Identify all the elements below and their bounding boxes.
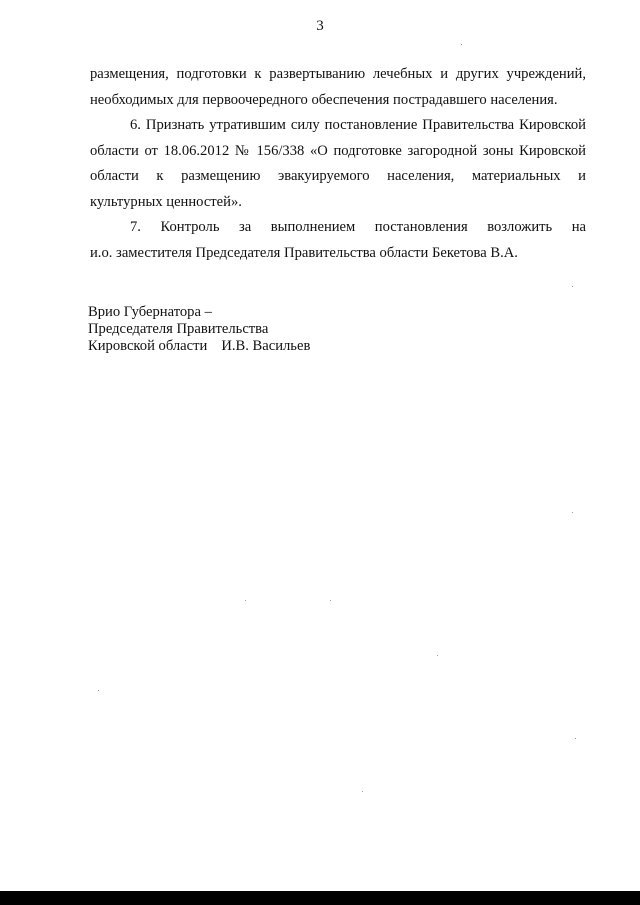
text-line: 7. Контроль за выполнением постановления возложить на xyxy=(130,219,586,235)
scan-speck xyxy=(98,690,99,691)
scan-speck xyxy=(330,600,331,601)
signature-title-line-1: Врио Губернатора – xyxy=(88,304,212,320)
document-body xyxy=(90,62,586,266)
scan-speck xyxy=(575,738,576,739)
signature-title-line-2: Председателя Правительства xyxy=(88,321,269,337)
paragraph-6 xyxy=(90,113,586,215)
text-line: и.о. заместителя Председателя Правительства области Бекетова В.А. xyxy=(90,244,518,261)
paragraph-7 xyxy=(90,215,586,266)
scan-speck xyxy=(362,791,363,792)
scan-speck xyxy=(572,286,573,287)
text-line: области от 18.06.2012 № 156/338 «О подготовке загородной зоны Кировской xyxy=(90,142,586,159)
signature-title-line-3 xyxy=(88,338,310,355)
paragraph-5-continuation xyxy=(90,62,586,113)
signatory-name: И.В. Васильев xyxy=(221,338,311,354)
text-line: необходимых для первоочередного обеспечения пострадавшего населения. xyxy=(90,91,558,108)
text-line: культурных ценностей». xyxy=(90,193,242,210)
scan-speck xyxy=(572,512,573,513)
page-number: 3 xyxy=(316,18,324,34)
text-line: области к размещению эвакуируемого населения, материальных и xyxy=(90,168,586,184)
scan-speck xyxy=(437,655,438,656)
scan-speck xyxy=(461,44,462,45)
scan-speck xyxy=(245,600,246,601)
scan-border-bar xyxy=(0,891,640,905)
text-line: 6. Признать утратившим силу постановление Правительства Кировской xyxy=(130,117,586,133)
text-line: размещения, подготовки к развертыванию лечебных и других учреждений, xyxy=(90,66,586,82)
signature-block xyxy=(88,304,310,355)
signature-organization: Кировской области xyxy=(88,338,208,354)
